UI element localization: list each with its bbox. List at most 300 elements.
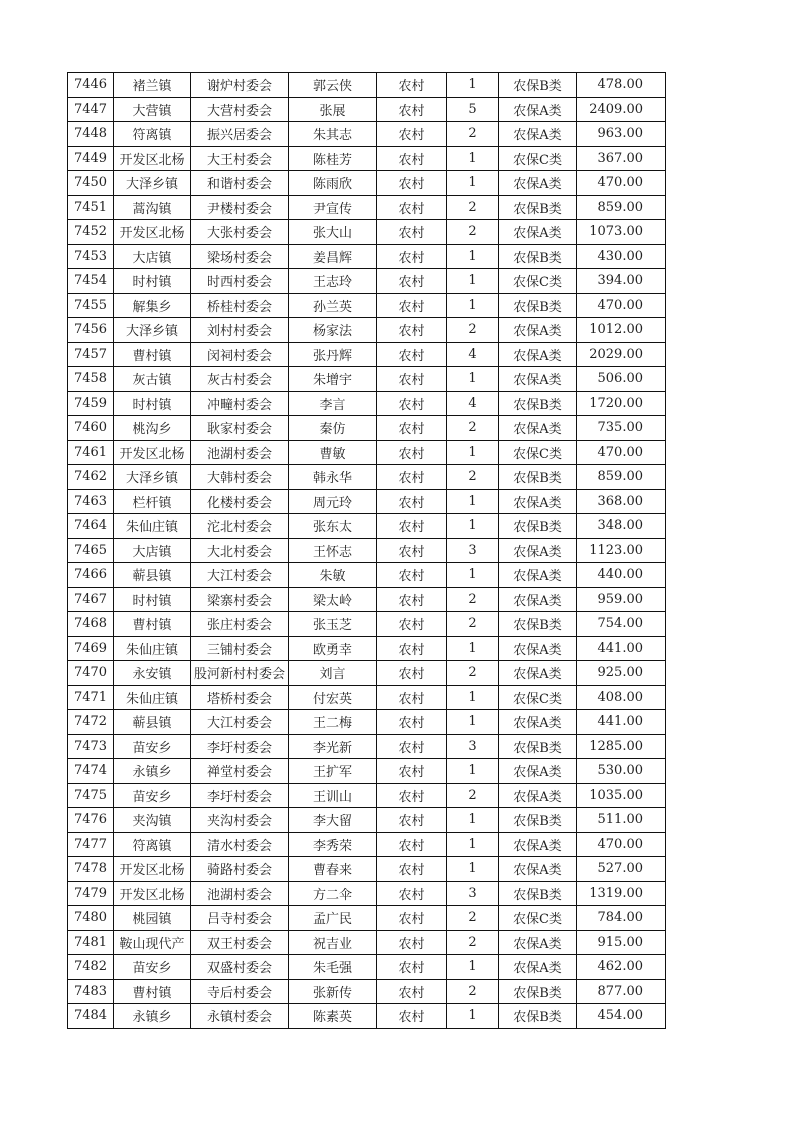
cell-household-count: 1 xyxy=(447,857,499,882)
cell-insurance-category: 农保A类 xyxy=(499,538,577,563)
cell-insurance-category: 农保B类 xyxy=(499,734,577,759)
cell-area-type: 农村 xyxy=(377,489,447,514)
cell-household-count: 1 xyxy=(447,832,499,857)
cell-village-committee: 张庄村委会 xyxy=(191,612,289,637)
cell-area-type: 农村 xyxy=(377,244,447,269)
table-row xyxy=(68,293,666,318)
cell-village-committee: 闵祠村委会 xyxy=(191,342,289,367)
cell-household-count: 1 xyxy=(447,440,499,465)
cell-town: 蕲县镇 xyxy=(114,710,191,735)
cell-area-type: 农村 xyxy=(377,832,447,857)
cell-area-type: 农村 xyxy=(377,514,447,539)
cell-insurance-category: 农保A类 xyxy=(499,759,577,784)
cell-person-name: 付宏英 xyxy=(289,685,377,710)
cell-person-name: 方二伞 xyxy=(289,881,377,906)
cell-amount: 527.00 xyxy=(577,857,666,882)
cell-area-type: 农村 xyxy=(377,146,447,171)
cell-row-id: 7474 xyxy=(68,759,114,784)
cell-amount: 530.00 xyxy=(577,759,666,784)
cell-town: 大店镇 xyxy=(114,244,191,269)
cell-household-count: 2 xyxy=(447,465,499,490)
cell-town: 蒿沟镇 xyxy=(114,195,191,220)
table-row xyxy=(68,808,666,833)
table-row xyxy=(68,342,666,367)
table-row xyxy=(68,1004,666,1029)
cell-town: 符离镇 xyxy=(114,122,191,147)
cell-person-name: 朱毛强 xyxy=(289,955,377,980)
table-row xyxy=(68,636,666,661)
cell-amount: 925.00 xyxy=(577,661,666,686)
cell-person-name: 张新传 xyxy=(289,979,377,1004)
cell-person-name: 王怀志 xyxy=(289,538,377,563)
cell-area-type: 农村 xyxy=(377,612,447,637)
table-row xyxy=(68,416,666,441)
cell-insurance-category: 农保B类 xyxy=(499,514,577,539)
cell-town: 苗安乡 xyxy=(114,783,191,808)
cell-person-name: 李言 xyxy=(289,391,377,416)
cell-area-type: 农村 xyxy=(377,955,447,980)
cell-village-committee: 谢炉村委会 xyxy=(191,73,289,98)
cell-household-count: 3 xyxy=(447,881,499,906)
cell-town: 灰古镇 xyxy=(114,367,191,392)
cell-insurance-category: 农保A类 xyxy=(499,636,577,661)
table-row xyxy=(68,73,666,98)
cell-area-type: 农村 xyxy=(377,685,447,710)
cell-amount: 506.00 xyxy=(577,367,666,392)
cell-row-id: 7464 xyxy=(68,514,114,539)
cell-insurance-category: 农保B类 xyxy=(499,1004,577,1029)
cell-area-type: 农村 xyxy=(377,906,447,931)
cell-village-committee: 大北村委会 xyxy=(191,538,289,563)
cell-area-type: 农村 xyxy=(377,465,447,490)
cell-area-type: 农村 xyxy=(377,759,447,784)
cell-amount: 915.00 xyxy=(577,930,666,955)
cell-area-type: 农村 xyxy=(377,293,447,318)
cell-area-type: 农村 xyxy=(377,122,447,147)
cell-person-name: 张玉芝 xyxy=(289,612,377,637)
cell-village-committee: 梁寨村委会 xyxy=(191,587,289,612)
cell-village-committee: 冲疃村委会 xyxy=(191,391,289,416)
cell-person-name: 张大山 xyxy=(289,220,377,245)
cell-village-committee: 梁场村委会 xyxy=(191,244,289,269)
cell-row-id: 7460 xyxy=(68,416,114,441)
cell-amount: 511.00 xyxy=(577,808,666,833)
cell-person-name: 王志玲 xyxy=(289,269,377,294)
cell-person-name: 李大留 xyxy=(289,808,377,833)
cell-area-type: 农村 xyxy=(377,416,447,441)
cell-insurance-category: 农保A类 xyxy=(499,857,577,882)
cell-household-count: 1 xyxy=(447,367,499,392)
cell-amount: 367.00 xyxy=(577,146,666,171)
cell-amount: 2029.00 xyxy=(577,342,666,367)
table-row xyxy=(68,318,666,343)
cell-household-count: 1 xyxy=(447,489,499,514)
cell-amount: 470.00 xyxy=(577,293,666,318)
table-row xyxy=(68,612,666,637)
cell-household-count: 5 xyxy=(447,97,499,122)
cell-amount: 1073.00 xyxy=(577,220,666,245)
cell-village-committee: 大江村委会 xyxy=(191,710,289,735)
cell-town: 符离镇 xyxy=(114,832,191,857)
cell-row-id: 7468 xyxy=(68,612,114,637)
cell-amount: 470.00 xyxy=(577,440,666,465)
cell-insurance-category: 农保B类 xyxy=(499,244,577,269)
cell-amount: 1035.00 xyxy=(577,783,666,808)
cell-row-id: 7457 xyxy=(68,342,114,367)
cell-household-count: 1 xyxy=(447,73,499,98)
table-row xyxy=(68,269,666,294)
table-row xyxy=(68,955,666,980)
cell-town: 时村镇 xyxy=(114,269,191,294)
cell-person-name: 张东太 xyxy=(289,514,377,539)
table-row xyxy=(68,685,666,710)
cell-village-committee: 大营村委会 xyxy=(191,97,289,122)
table-row xyxy=(68,440,666,465)
cell-person-name: 祝吉业 xyxy=(289,930,377,955)
cell-town: 永安镇 xyxy=(114,661,191,686)
cell-amount: 1012.00 xyxy=(577,318,666,343)
cell-insurance-category: 农保A类 xyxy=(499,220,577,245)
cell-amount: 470.00 xyxy=(577,171,666,196)
cell-household-count: 1 xyxy=(447,759,499,784)
table-row xyxy=(68,563,666,588)
cell-town: 朱仙庄镇 xyxy=(114,685,191,710)
cell-village-committee: 塔桥村委会 xyxy=(191,685,289,710)
cell-town: 时村镇 xyxy=(114,391,191,416)
cell-amount: 754.00 xyxy=(577,612,666,637)
cell-amount: 959.00 xyxy=(577,587,666,612)
table-row xyxy=(68,146,666,171)
cell-household-count: 2 xyxy=(447,416,499,441)
cell-person-name: 韩永华 xyxy=(289,465,377,490)
cell-row-id: 7484 xyxy=(68,1004,114,1029)
cell-household-count: 2 xyxy=(447,220,499,245)
cell-person-name: 姜昌辉 xyxy=(289,244,377,269)
cell-insurance-category: 农保B类 xyxy=(499,73,577,98)
cell-person-name: 秦仿 xyxy=(289,416,377,441)
cell-household-count: 1 xyxy=(447,808,499,833)
cell-area-type: 农村 xyxy=(377,857,447,882)
table-row xyxy=(68,906,666,931)
cell-row-id: 7466 xyxy=(68,563,114,588)
cell-row-id: 7450 xyxy=(68,171,114,196)
cell-area-type: 农村 xyxy=(377,318,447,343)
cell-area-type: 农村 xyxy=(377,195,447,220)
cell-town: 曹村镇 xyxy=(114,612,191,637)
cell-row-id: 7470 xyxy=(68,661,114,686)
cell-amount: 430.00 xyxy=(577,244,666,269)
cell-person-name: 刘言 xyxy=(289,661,377,686)
cell-household-count: 1 xyxy=(447,636,499,661)
cell-person-name: 朱其志 xyxy=(289,122,377,147)
cell-town: 大泽乡镇 xyxy=(114,465,191,490)
cell-insurance-category: 农保C类 xyxy=(499,906,577,931)
cell-village-committee: 吕寺村委会 xyxy=(191,906,289,931)
cell-amount: 784.00 xyxy=(577,906,666,931)
cell-household-count: 1 xyxy=(447,269,499,294)
cell-area-type: 农村 xyxy=(377,97,447,122)
cell-insurance-category: 农保A类 xyxy=(499,587,577,612)
cell-household-count: 1 xyxy=(447,955,499,980)
cell-person-name: 曹敏 xyxy=(289,440,377,465)
table-row xyxy=(68,514,666,539)
cell-person-name: 李秀荣 xyxy=(289,832,377,857)
cell-area-type: 农村 xyxy=(377,636,447,661)
cell-insurance-category: 农保A类 xyxy=(499,342,577,367)
table-row xyxy=(68,195,666,220)
cell-household-count: 1 xyxy=(447,293,499,318)
cell-household-count: 1 xyxy=(447,710,499,735)
cell-area-type: 农村 xyxy=(377,587,447,612)
cell-village-committee: 夹沟村委会 xyxy=(191,808,289,833)
cell-town: 大泽乡镇 xyxy=(114,318,191,343)
cell-row-id: 7469 xyxy=(68,636,114,661)
cell-area-type: 农村 xyxy=(377,1004,447,1029)
cell-insurance-category: 农保A类 xyxy=(499,489,577,514)
cell-village-committee: 股河新村村委会 xyxy=(191,661,289,686)
cell-row-id: 7480 xyxy=(68,906,114,931)
cell-amount: 859.00 xyxy=(577,465,666,490)
table-row xyxy=(68,783,666,808)
cell-amount: 470.00 xyxy=(577,832,666,857)
cell-insurance-category: 农保B类 xyxy=(499,979,577,1004)
cell-insurance-category: 农保A类 xyxy=(499,97,577,122)
cell-town: 开发区北杨 xyxy=(114,220,191,245)
cell-amount: 1123.00 xyxy=(577,538,666,563)
cell-insurance-category: 农保B类 xyxy=(499,881,577,906)
cell-household-count: 1 xyxy=(447,244,499,269)
cell-village-committee: 大韩村委会 xyxy=(191,465,289,490)
cell-village-committee: 双盛村委会 xyxy=(191,955,289,980)
cell-area-type: 农村 xyxy=(377,661,447,686)
cell-row-id: 7453 xyxy=(68,244,114,269)
table-row xyxy=(68,465,666,490)
cell-village-committee: 沱北村委会 xyxy=(191,514,289,539)
cell-town: 桃沟乡 xyxy=(114,416,191,441)
cell-town: 褚兰镇 xyxy=(114,73,191,98)
cell-insurance-category: 农保A类 xyxy=(499,930,577,955)
cell-person-name: 朱增宇 xyxy=(289,367,377,392)
cell-household-count: 1 xyxy=(447,1004,499,1029)
cell-town: 永镇乡 xyxy=(114,1004,191,1029)
cell-area-type: 农村 xyxy=(377,220,447,245)
cell-row-id: 7467 xyxy=(68,587,114,612)
cell-row-id: 7452 xyxy=(68,220,114,245)
table-row xyxy=(68,587,666,612)
cell-row-id: 7471 xyxy=(68,685,114,710)
cell-town: 朱仙庄镇 xyxy=(114,514,191,539)
cell-insurance-category: 农保B类 xyxy=(499,808,577,833)
table-row xyxy=(68,734,666,759)
cell-person-name: 周元玲 xyxy=(289,489,377,514)
cell-town: 解集乡 xyxy=(114,293,191,318)
cell-row-id: 7458 xyxy=(68,367,114,392)
cell-insurance-category: 农保A类 xyxy=(499,416,577,441)
cell-town: 桃园镇 xyxy=(114,906,191,931)
cell-insurance-category: 农保B类 xyxy=(499,465,577,490)
cell-town: 栏杆镇 xyxy=(114,489,191,514)
cell-area-type: 农村 xyxy=(377,881,447,906)
cell-village-committee: 永镇村委会 xyxy=(191,1004,289,1029)
cell-village-committee: 池湖村委会 xyxy=(191,440,289,465)
cell-town: 蕲县镇 xyxy=(114,563,191,588)
cell-row-id: 7476 xyxy=(68,808,114,833)
cell-amount: 368.00 xyxy=(577,489,666,514)
cell-row-id: 7475 xyxy=(68,783,114,808)
cell-amount: 441.00 xyxy=(577,710,666,735)
cell-town: 开发区北杨 xyxy=(114,146,191,171)
cell-person-name: 尹宣传 xyxy=(289,195,377,220)
cell-town: 永镇乡 xyxy=(114,759,191,784)
cell-town: 开发区北杨 xyxy=(114,857,191,882)
cell-village-committee: 振兴居委会 xyxy=(191,122,289,147)
cell-person-name: 曹春来 xyxy=(289,857,377,882)
cell-amount: 963.00 xyxy=(577,122,666,147)
cell-row-id: 7456 xyxy=(68,318,114,343)
cell-household-count: 2 xyxy=(447,979,499,1004)
cell-amount: 478.00 xyxy=(577,73,666,98)
cell-household-count: 2 xyxy=(447,612,499,637)
cell-area-type: 农村 xyxy=(377,269,447,294)
cell-household-count: 1 xyxy=(447,146,499,171)
table-row xyxy=(68,367,666,392)
cell-insurance-category: 农保A类 xyxy=(499,318,577,343)
cell-person-name: 梁太岭 xyxy=(289,587,377,612)
cell-village-committee: 清水村委会 xyxy=(191,832,289,857)
data-table xyxy=(67,72,666,1029)
cell-household-count: 2 xyxy=(447,930,499,955)
cell-insurance-category: 农保B类 xyxy=(499,293,577,318)
cell-village-committee: 时西村委会 xyxy=(191,269,289,294)
cell-town: 朱仙庄镇 xyxy=(114,636,191,661)
cell-row-id: 7455 xyxy=(68,293,114,318)
cell-row-id: 7472 xyxy=(68,710,114,735)
cell-town: 苗安乡 xyxy=(114,955,191,980)
cell-row-id: 7465 xyxy=(68,538,114,563)
cell-row-id: 7481 xyxy=(68,930,114,955)
cell-area-type: 农村 xyxy=(377,710,447,735)
cell-village-committee: 刘村村委会 xyxy=(191,318,289,343)
cell-household-count: 4 xyxy=(447,391,499,416)
cell-amount: 735.00 xyxy=(577,416,666,441)
cell-person-name: 欧勇幸 xyxy=(289,636,377,661)
cell-area-type: 农村 xyxy=(377,979,447,1004)
table-row xyxy=(68,661,666,686)
cell-amount: 877.00 xyxy=(577,979,666,1004)
cell-town: 时村镇 xyxy=(114,587,191,612)
cell-row-id: 7461 xyxy=(68,440,114,465)
cell-area-type: 农村 xyxy=(377,734,447,759)
cell-person-name: 张丹辉 xyxy=(289,342,377,367)
cell-village-committee: 灰古村委会 xyxy=(191,367,289,392)
table-row xyxy=(68,171,666,196)
cell-person-name: 陈素英 xyxy=(289,1004,377,1029)
table-body xyxy=(68,73,666,1029)
cell-person-name: 王扩军 xyxy=(289,759,377,784)
table-row xyxy=(68,930,666,955)
cell-village-committee: 桥桂村委会 xyxy=(191,293,289,318)
cell-row-id: 7473 xyxy=(68,734,114,759)
cell-amount: 348.00 xyxy=(577,514,666,539)
cell-village-committee: 三铺村委会 xyxy=(191,636,289,661)
cell-insurance-category: 农保B类 xyxy=(499,195,577,220)
table-row xyxy=(68,122,666,147)
cell-insurance-category: 农保A类 xyxy=(499,122,577,147)
cell-town: 开发区北杨 xyxy=(114,881,191,906)
cell-village-committee: 双王村委会 xyxy=(191,930,289,955)
cell-row-id: 7446 xyxy=(68,73,114,98)
table-row xyxy=(68,881,666,906)
cell-person-name: 张展 xyxy=(289,97,377,122)
cell-person-name: 朱敏 xyxy=(289,563,377,588)
cell-amount: 462.00 xyxy=(577,955,666,980)
cell-town: 鞍山现代产 xyxy=(114,930,191,955)
cell-area-type: 农村 xyxy=(377,930,447,955)
cell-household-count: 3 xyxy=(447,734,499,759)
cell-person-name: 王训山 xyxy=(289,783,377,808)
cell-area-type: 农村 xyxy=(377,171,447,196)
table-row xyxy=(68,391,666,416)
cell-person-name: 王二梅 xyxy=(289,710,377,735)
cell-village-committee: 大江村委会 xyxy=(191,563,289,588)
cell-area-type: 农村 xyxy=(377,342,447,367)
cell-household-count: 1 xyxy=(447,171,499,196)
table-row xyxy=(68,710,666,735)
cell-area-type: 农村 xyxy=(377,391,447,416)
cell-area-type: 农村 xyxy=(377,808,447,833)
cell-insurance-category: 农保C类 xyxy=(499,269,577,294)
cell-household-count: 4 xyxy=(447,342,499,367)
table-row xyxy=(68,979,666,1004)
cell-village-committee: 耿家村委会 xyxy=(191,416,289,441)
cell-row-id: 7477 xyxy=(68,832,114,857)
cell-row-id: 7478 xyxy=(68,857,114,882)
cell-household-count: 2 xyxy=(447,661,499,686)
table-row xyxy=(68,759,666,784)
cell-insurance-category: 农保C类 xyxy=(499,146,577,171)
cell-insurance-category: 农保C类 xyxy=(499,440,577,465)
cell-person-name: 陈雨欣 xyxy=(289,171,377,196)
cell-area-type: 农村 xyxy=(377,440,447,465)
table-row xyxy=(68,538,666,563)
cell-amount: 1319.00 xyxy=(577,881,666,906)
cell-row-id: 7483 xyxy=(68,979,114,1004)
table-row xyxy=(68,220,666,245)
cell-row-id: 7462 xyxy=(68,465,114,490)
cell-row-id: 7482 xyxy=(68,955,114,980)
cell-area-type: 农村 xyxy=(377,73,447,98)
cell-amount: 440.00 xyxy=(577,563,666,588)
cell-person-name: 孙兰英 xyxy=(289,293,377,318)
cell-row-id: 7451 xyxy=(68,195,114,220)
cell-insurance-category: 农保C类 xyxy=(499,685,577,710)
table-row xyxy=(68,244,666,269)
cell-amount: 859.00 xyxy=(577,195,666,220)
cell-amount: 441.00 xyxy=(577,636,666,661)
cell-insurance-category: 农保A类 xyxy=(499,367,577,392)
cell-row-id: 7463 xyxy=(68,489,114,514)
cell-village-committee: 寺后村委会 xyxy=(191,979,289,1004)
cell-household-count: 3 xyxy=(447,538,499,563)
table-row xyxy=(68,832,666,857)
cell-village-committee: 李圩村委会 xyxy=(191,783,289,808)
cell-insurance-category: 农保B类 xyxy=(499,612,577,637)
cell-row-id: 7448 xyxy=(68,122,114,147)
cell-insurance-category: 农保A类 xyxy=(499,563,577,588)
cell-household-count: 2 xyxy=(447,318,499,343)
cell-household-count: 2 xyxy=(447,195,499,220)
cell-village-committee: 和谐村委会 xyxy=(191,171,289,196)
